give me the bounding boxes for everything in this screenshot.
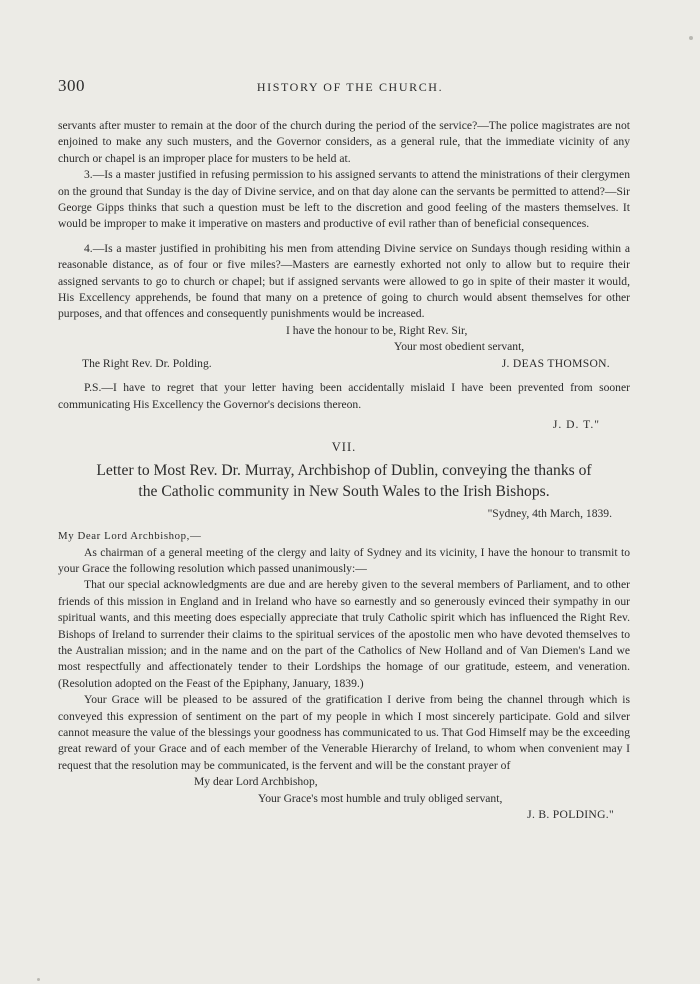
- closing-line: My dear Lord Archbishop,: [194, 775, 318, 789]
- section-title-line: the Catholic community in New South Wales to the Irish Bishops.: [138, 482, 550, 500]
- scan-speck: [689, 36, 693, 40]
- addressee: The Right Rev. Dr. Polding.: [82, 356, 212, 370]
- section-title: [58, 460, 630, 502]
- question-4-paragraph: 4.—Is a master justified in prohibiting his men from attending Divine service on Sundays though residing within a reasonable distance, as of four or five miles?—Masters are earnestly exhorted not only to allow but to require their assigned servants to go to church or chapel; but if assigned servants were allowed to go in spite of their master it would, His Excellency apprehends, be found that many on a pretence of going to church would absent themselves for other purposes, and that offences and consequently punishments would be increased.: [58, 241, 630, 321]
- running-head: HISTORY OF THE CHURCH.: [256, 80, 444, 94]
- signature: J. DEAS THOMSON.: [501, 356, 610, 370]
- letter-paragraph: As chairman of a general meeting of the clergy and laity of Sydney and its vicinity, I have the honour to transmit to your Grace the following resolution which passed unanimously:—: [58, 545, 630, 575]
- scan-speck: [37, 978, 40, 981]
- postscript: P.S.—I have to regret that your letter having been accidentally mislaid I have been prevented from sooner communicating His Excellency the Governor's decisions thereon.: [58, 381, 630, 411]
- page-number: 300: [58, 76, 85, 95]
- resolution-paragraph: That our special acknowledgments are due and are hereby given to the several members of Parliament, and to other friends of this mission in England and in Ireland who have so earnestly and so generously evinced their sympathy in our spiritual wants, and this meeting does especially appreciate that truly Catholic spirit which has influenced the Right Rev. Bishops of Ireland to surrender their claims to the spiritual services of the apostolic men who have devoted themselves to the Australian mission; and in the name and on the part of the Catholics of New Holland and of Van Diemen's Land we most respectfully and affectionately tender to their Lordships the homage of our gratitude, esteem, and veneration. (Resolution adopted on the Feast of the Epiphany, January, 1839.): [58, 578, 630, 690]
- salutation: My Dear Lord Archbishop,—: [58, 530, 202, 543]
- page-header: [58, 76, 642, 98]
- section-title-line: Letter to Most Rev. Dr. Murray, Archbishop of Dublin, conveying the thanks of: [96, 461, 592, 479]
- question-3-paragraph: 3.—Is a master justified in refusing permission to his assigned servants to attend the ministrations of their clergymen on the ground that Sunday is the day of Divine service, and on that day alone can the servants be permitted to attend?—Sir George Gipps thinks that such a question must be left to the discretion and good feeling of the masters themselves. It would be improper to make it imperative on masters and productive of evil rather than of beneficial consequences.: [58, 168, 630, 231]
- closing-line: Your most obedient servant,: [394, 340, 525, 354]
- postscript-initials: J. D. T.": [552, 417, 600, 431]
- closing-line: I have the honour to be, Right Rev. Sir,: [286, 323, 468, 337]
- signature-row: [58, 356, 630, 372]
- continued-paragraph: servants after muster to remain at the door of the church during the period of the service?—The police magistrates are not enjoined to make any such musters, and the Governor considers, as a general rule, that the immediate vicinity of any church or chapel is an improper place for musters to be held at.: [58, 119, 630, 165]
- letter-dateline: "Sydney, 4th March, 1839.: [487, 506, 612, 520]
- body-text: [58, 118, 630, 823]
- letter-paragraph: Your Grace will be pleased to be assured of the gratification I derive from being the channel through which is conveyed this expression of sentiment on the part of my people in which I most sincerely participate. Gold and silver cannot measure the value of the blessings your goodness has communicated to us. That God Himself may be the exceeding great reward of your Grace and of each member of the Venerable Hierarchy of Ireland, to whom when convenient may I request that the resolution may be communicated, is the fervent and will be the constant prayer of: [58, 693, 630, 772]
- section-number: VII.: [331, 440, 357, 455]
- signature: J. B. POLDING.": [527, 808, 614, 822]
- closing-line: Your Grace's most humble and truly obliged servant,: [258, 791, 503, 805]
